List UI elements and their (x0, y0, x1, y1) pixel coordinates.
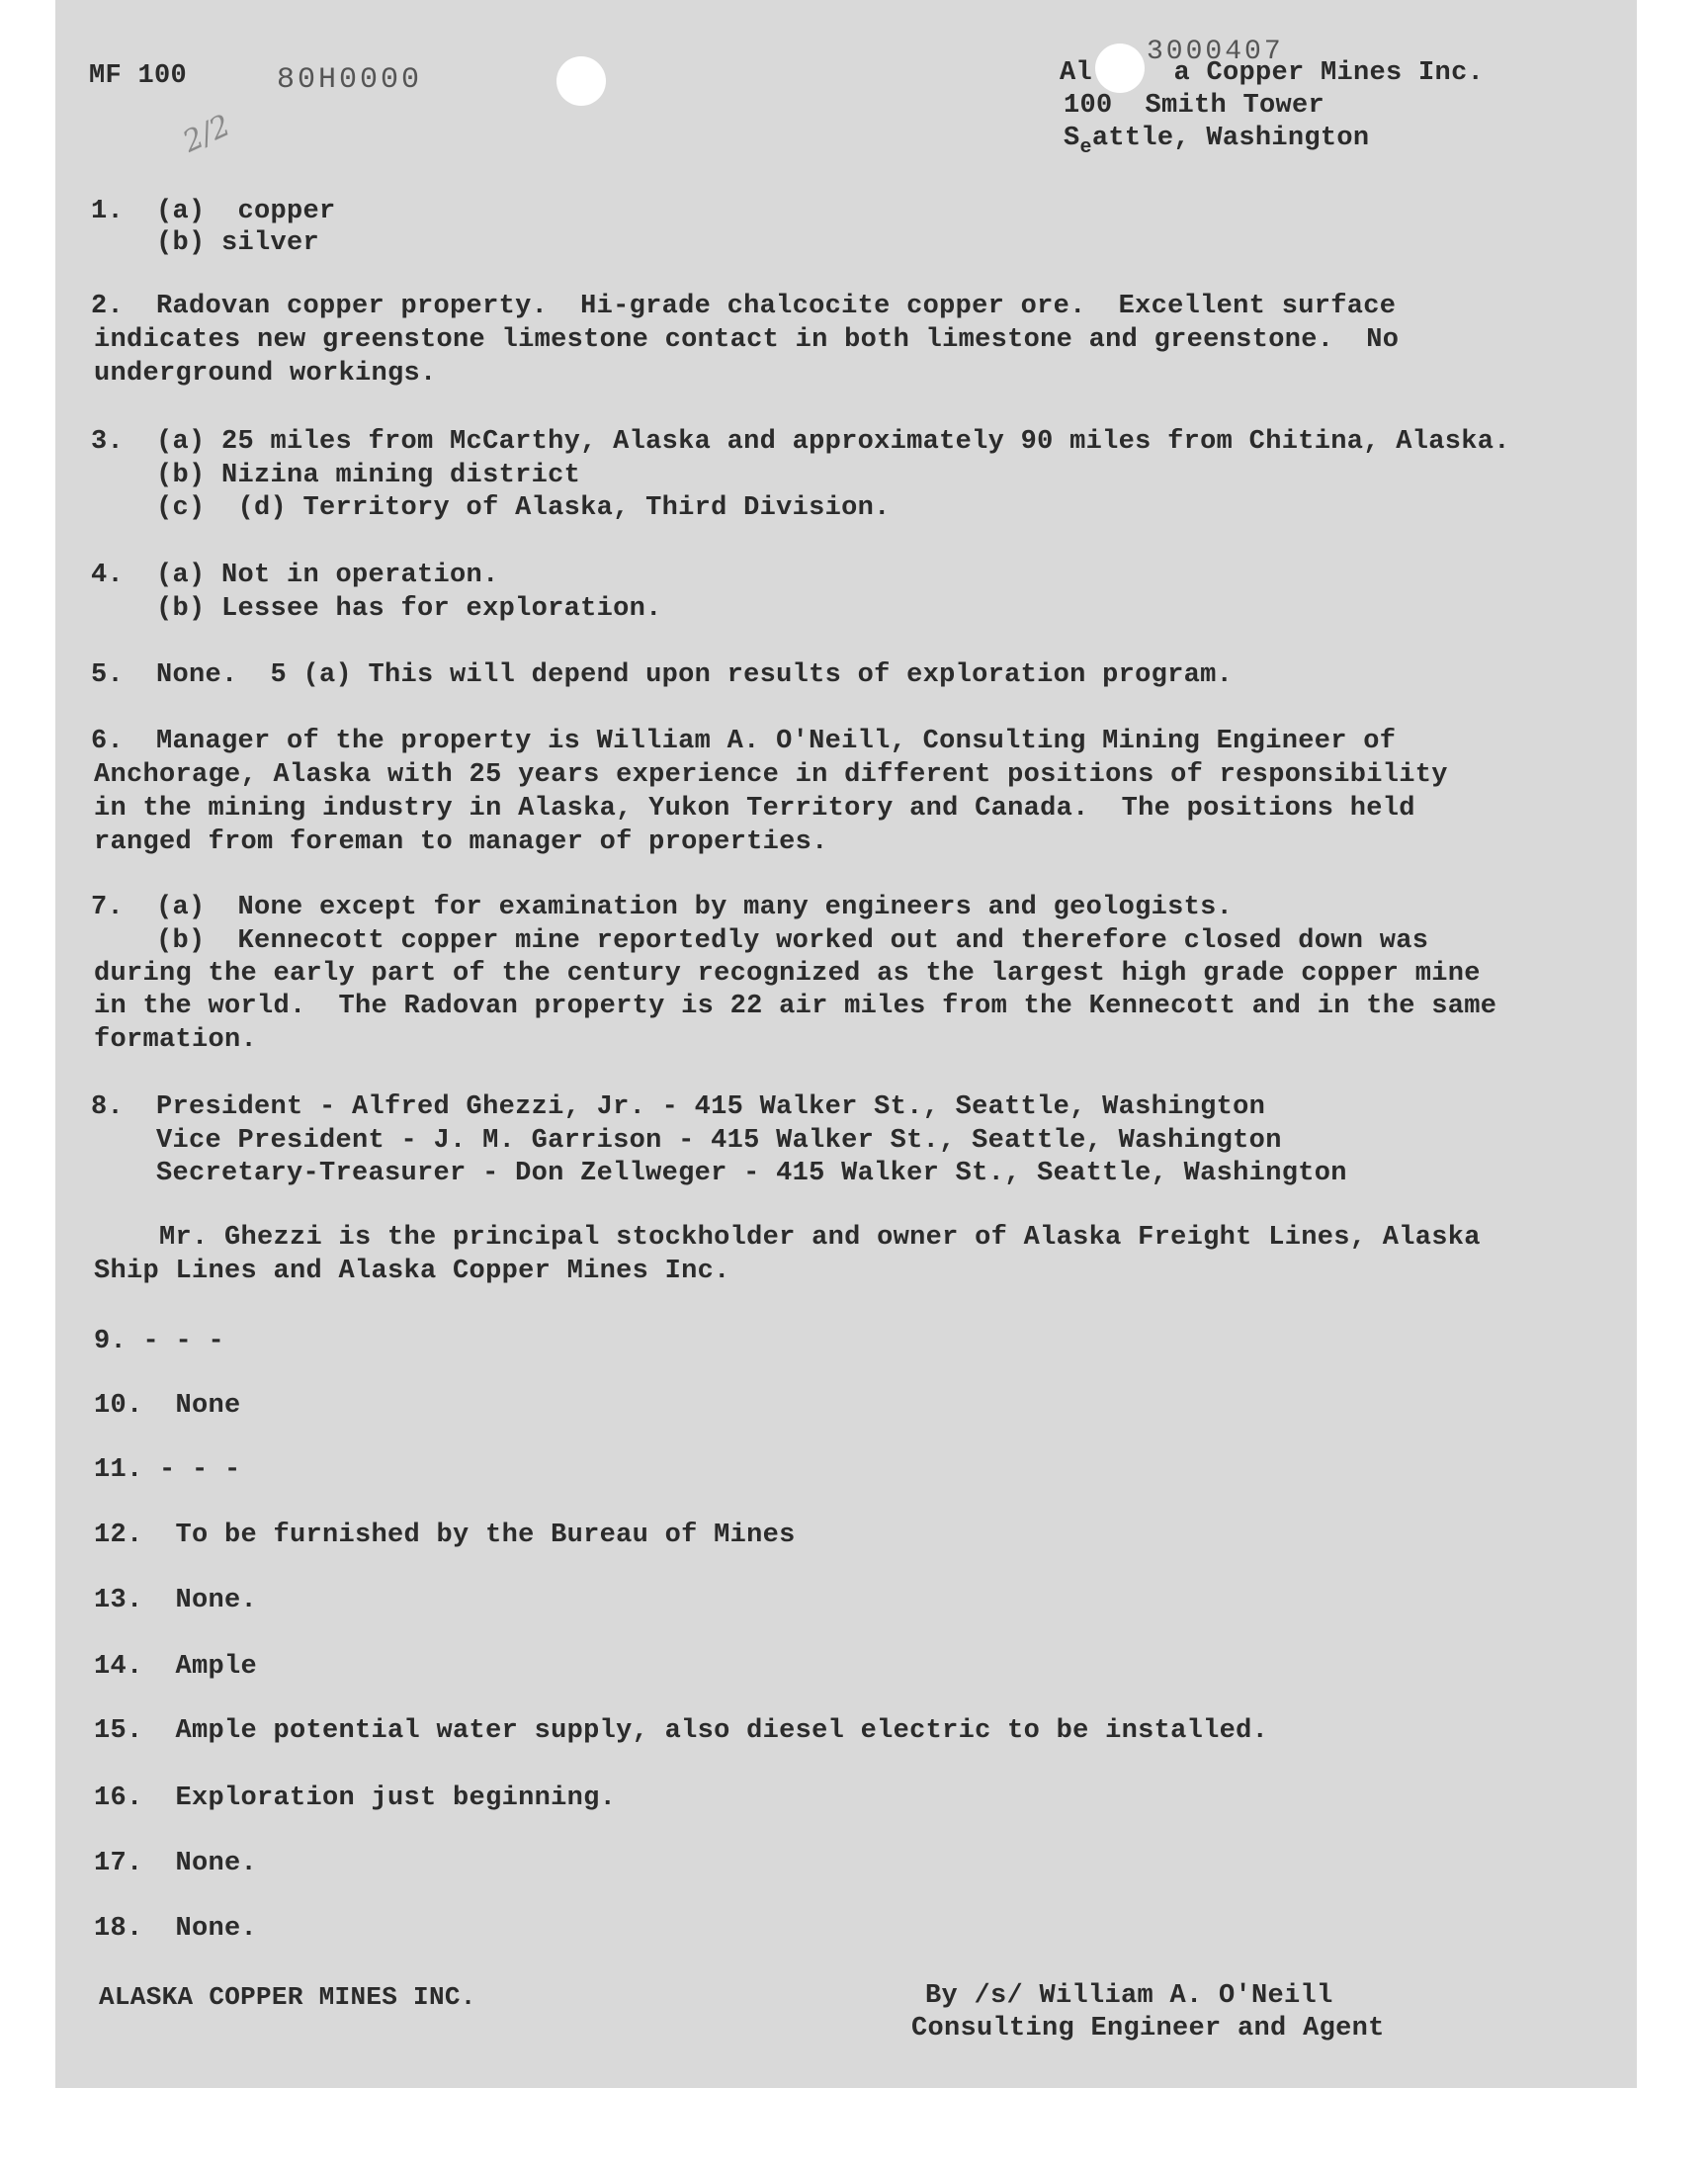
item-2-line-2: indicates new greenstone limestone contact in both limestone and greenstone. No (94, 325, 1400, 355)
signature-line: By /s/ William A. O'Neill (925, 1981, 1333, 2011)
item-1a: 1. (a) copper (91, 197, 336, 226)
item-3c: (c) (d) Territory of Alaska, Third Division. (91, 493, 891, 523)
serial-number: 80H0000 (277, 63, 423, 97)
item-5: 5. None. 5 (a) This will depend upon results of exploration program. (91, 660, 1234, 690)
item-16: 16. Exploration just beginning. (94, 1784, 617, 1813)
company-address: 100 Smith Tower (1064, 91, 1325, 121)
item-18: 18. None. (94, 1914, 258, 1944)
city-subscript: e (1079, 136, 1092, 159)
form-id: MF 100 (89, 61, 188, 91)
item-8-note-line-2: Ship Lines and Alaska Copper Mines Inc. (94, 1257, 730, 1286)
city-rest: attle, Washington (1091, 124, 1370, 153)
item-2-line-3: underground workings. (94, 359, 437, 389)
item-14: 14. Ample (94, 1652, 258, 1682)
item-2-line-1: 2. Radovan copper property. Hi-grade chalcocite copper ore. Excellent surface (91, 292, 1397, 321)
item-3b: (b) Nizina mining district (91, 461, 581, 490)
item-3a: 3. (a) 25 miles from McCarthy, Alaska and approximately 90 miles from Chitina, Alaska. (91, 427, 1510, 457)
item-7a: 7. (a) None except for examination by many engineers and geologists. (91, 893, 1234, 922)
item-12: 12. To be furnished by the Bureau of Mines (94, 1521, 796, 1550)
company-name: Al a Copper Mines Inc. (1060, 58, 1485, 88)
footer-company: ALASKA COPPER MINES INC. (99, 1982, 476, 2012)
item-8-president: 8. President - Alfred Ghezzi, Jr. - 415 Walker St., Seattle, Washington (91, 1092, 1266, 1122)
item-11: 11. - - - (94, 1455, 241, 1485)
item-15: 15. Ample potential water supply, also diesel electric to be installed. (94, 1716, 1269, 1746)
item-17: 17. None. (94, 1849, 258, 1878)
item-8-note-line-1: Mr. Ghezzi is the principal stockholder and owner of Alaska Freight Lines, Alaska (94, 1223, 1481, 1253)
item-4a: 4. (a) Not in operation. (91, 561, 499, 590)
item-6-line-1: 6. Manager of the property is William A. O'Neill, Consulting Mining Engineer of (91, 727, 1397, 756)
punch-hole-left (556, 56, 606, 106)
item-8-vice-president: Vice President - J. M. Garrison - 415 Walker St., Seattle, Washington (91, 1126, 1282, 1156)
item-7b-line-3: in the world. The Radovan property is 22 air miles from the Kennecott and in the same (94, 992, 1497, 1021)
item-10: 10. None (94, 1391, 241, 1421)
item-9: 9. - - - (94, 1327, 225, 1356)
item-6-line-3: in the mining industry in Alaska, Yukon Territory and Canada. The positions held (94, 794, 1415, 824)
item-6-line-4: ranged from foreman to manager of properties. (94, 827, 828, 857)
city-initial: S (1064, 124, 1080, 153)
handwritten-mark: 2/2 (177, 108, 236, 160)
item-13: 13. None. (94, 1586, 258, 1615)
item-1b: (b) silver (91, 228, 320, 258)
item-4b: (b) Lessee has for exploration. (91, 594, 662, 624)
company-city (1064, 122, 1369, 165)
signature-title: Consulting Engineer and Agent (911, 2014, 1385, 2044)
item-7b-line-2: during the early part of the century recognized as the largest high grade copper mine (94, 959, 1481, 989)
top-stamp-number: 3000407 (1147, 37, 1284, 67)
item-6-line-2: Anchorage, Alaska with 25 years experience in different positions of responsibility (94, 760, 1448, 790)
item-7b-line-4: formation. (94, 1025, 258, 1055)
item-7b-line-1: (b) Kennecott copper mine reportedly worked out and therefore closed down was (91, 926, 1429, 956)
item-8-secretary-treasurer: Secretary-Treasurer - Don Zellweger - 415 Walker St., Seattle, Washington (91, 1159, 1347, 1188)
